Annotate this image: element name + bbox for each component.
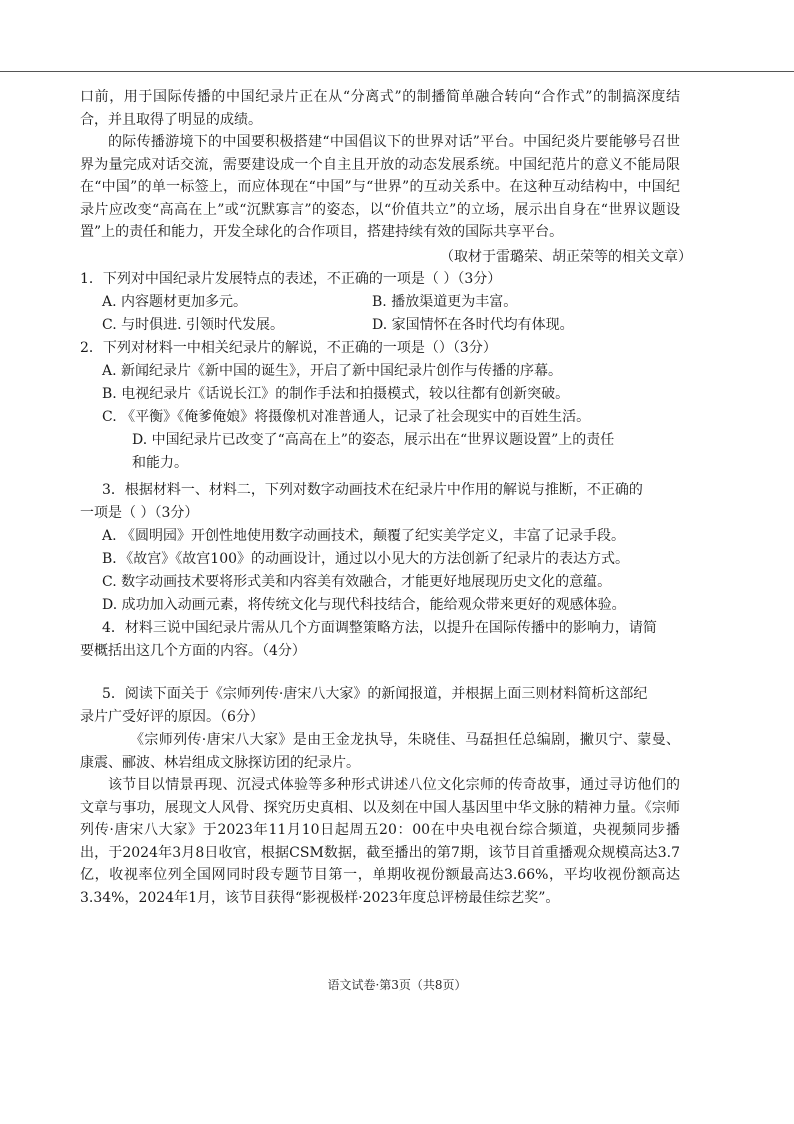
question-1-options bbox=[80, 291, 680, 337]
question-3-stem-line1: 3．根据材料一、材料二，下列对数字动画技术在纪录片中作用的解说与推断，不正确的 bbox=[102, 482, 643, 498]
question-1-option-d: D. 家国情怀在各时代均有体现。 bbox=[372, 317, 574, 333]
question-1-stem: 1．下列对中国纪录片发展特点的表述，不正确的一项是（ ）（3分） bbox=[80, 271, 502, 287]
question-2-option-d-line2: 和能力。 bbox=[132, 455, 188, 471]
page-body bbox=[80, 86, 692, 909]
passage-paragraph-1: 口前，用于国际传播的中国纪录片正在从“分离式”的制播简单融合转向“合作式”的制搞深度结合，并且取得了明显的成绩。 bbox=[80, 89, 680, 128]
question-2-option-c: C. 《平衡》《俺爹俺娘》将摄像机对准普通人，记录了社会现实中的百姓生活。 bbox=[102, 409, 591, 425]
page-footer: 语文试卷·第3页（共8页） bbox=[327, 978, 467, 992]
question-5-news-paragraph-1: 《宗师列传·唐宋八大家》是由王金龙执导，朱晓佳、马磊担任总编剧，撇贝宁、蒙曼、康震、郦波、林岩组成文脉探访团的纪录片。 bbox=[80, 732, 680, 771]
question-5-stem-line1: 5．阅读下面关于《宗师列传·唐宋八大家》的新闻报道，并根据上面三则材料简析这部纪 bbox=[102, 686, 648, 702]
question-3-option-b: B．《故宫》《故宫100》的动画设计，通过以小见大的方法创新了纪录片的表达方式。 bbox=[102, 551, 630, 567]
passage-source: （取材于雷璐荣、胡正荣等的相关文章） bbox=[440, 248, 692, 265]
question-5-news-paragraph-2: 该节目以情景再现、沉浸式体验等多种形式讲述八位文化宗师的传奇故事，通过寻访他们的文章与事功，展现文人风骨、探究历史真相、以及刻在中国人基因里中华文脉的精神力量。《宗师列传·唐宋八大家》于2023年11月10日起周五20：00在中央电视台综合频道，央视频同步播出，于2024年3月8日收官，根据CSM数据，截至播出的第7期，该节目首重播观众规模高达3.7亿，收视率位列全国网同时段专题节目第一，单期收视份额最高达3.66%，平均收视份额高达3.34%，2024年1月，该节目获得“影视极样·2023年度总评榜最佳综艺奖”。 bbox=[80, 777, 680, 906]
question-4-stem-line1: 4．材料三说中国纪录片需从几个方面调整策略方法，以提升在国际传播中的影响力，请简 bbox=[102, 620, 657, 636]
question-5-stem-line2: 录片广受好评的原因。（6分） bbox=[80, 709, 264, 725]
question-3-option-c: C. 数字动画技术要将形式美和内容美有效融合，才能更好地展现历史文化的意蕴。 bbox=[102, 574, 612, 590]
question-2-option-d-line1: D. 中国纪录片已改变了“高高在上”的姿态，展示出在“世界议题设置”上的责任 bbox=[132, 432, 615, 448]
question-3-option-d: D. 成功加入动画元素，将传统文化与现代科技结合，能给观众带来更好的观感体验。 bbox=[102, 597, 626, 613]
passage-paragraph-2: 的际传播游境下的中国要积极搭建“中国倡议下的世界对话”平台。中国纪炎片要能够号召世界为量完成对话交流，需要建设成一个自主且开放的动态发展系统。中国纪范片的意义不能局限在“中国”的单一标签上，而应体现在“中国”与“世界”的互动关系中。在这种互动结构中，中国纪录片应改变“高高在上”或“沉默寡言”的姿态，以“价值共立”的立场，展示出自身在“世界议题设置”上的责任和能力，开发全球化的合作项目，搭建持续有效的国际共享平台。 bbox=[80, 134, 680, 240]
question-2-option-a: A. 新闻纪录片《新中国的诞生》，开启了新中国纪录片创作与传播的序幕。 bbox=[102, 363, 563, 379]
answer-space bbox=[80, 663, 680, 683]
question-4-stem-line2: 要概括出这几个方面的内容。（4分） bbox=[80, 643, 306, 659]
question-1 bbox=[80, 268, 680, 337]
question-3-option-a: A. 《圆明园》开创性地使用数字动画技术，颠覆了纪实美学定义，丰富了记录手段。 bbox=[102, 528, 626, 544]
question-2-option-b: B. 电视纪录片《话说长江》的制作手法和拍摄模式，较以往都有创新突破。 bbox=[102, 386, 570, 402]
question-2-option-d bbox=[80, 429, 680, 475]
question-4 bbox=[80, 617, 680, 663]
question-1-option-b: B. 播放渠道更为丰富。 bbox=[372, 294, 518, 310]
question-5 bbox=[80, 683, 680, 909]
question-3-stem-line2: 一项是（ ）（3分） bbox=[80, 505, 199, 521]
header-rule bbox=[0, 71, 794, 72]
question-3 bbox=[80, 479, 680, 617]
question-2-stem: 2．下列对材料一中相关纪录片的解说，不正确的一项是（）（3分） bbox=[80, 340, 497, 356]
question-1-option-c: C. 与时俱进. 引领时代发展。 bbox=[102, 317, 285, 333]
question-2 bbox=[80, 337, 680, 475]
question-1-option-a: A. 内容题材更加多元。 bbox=[102, 294, 248, 310]
